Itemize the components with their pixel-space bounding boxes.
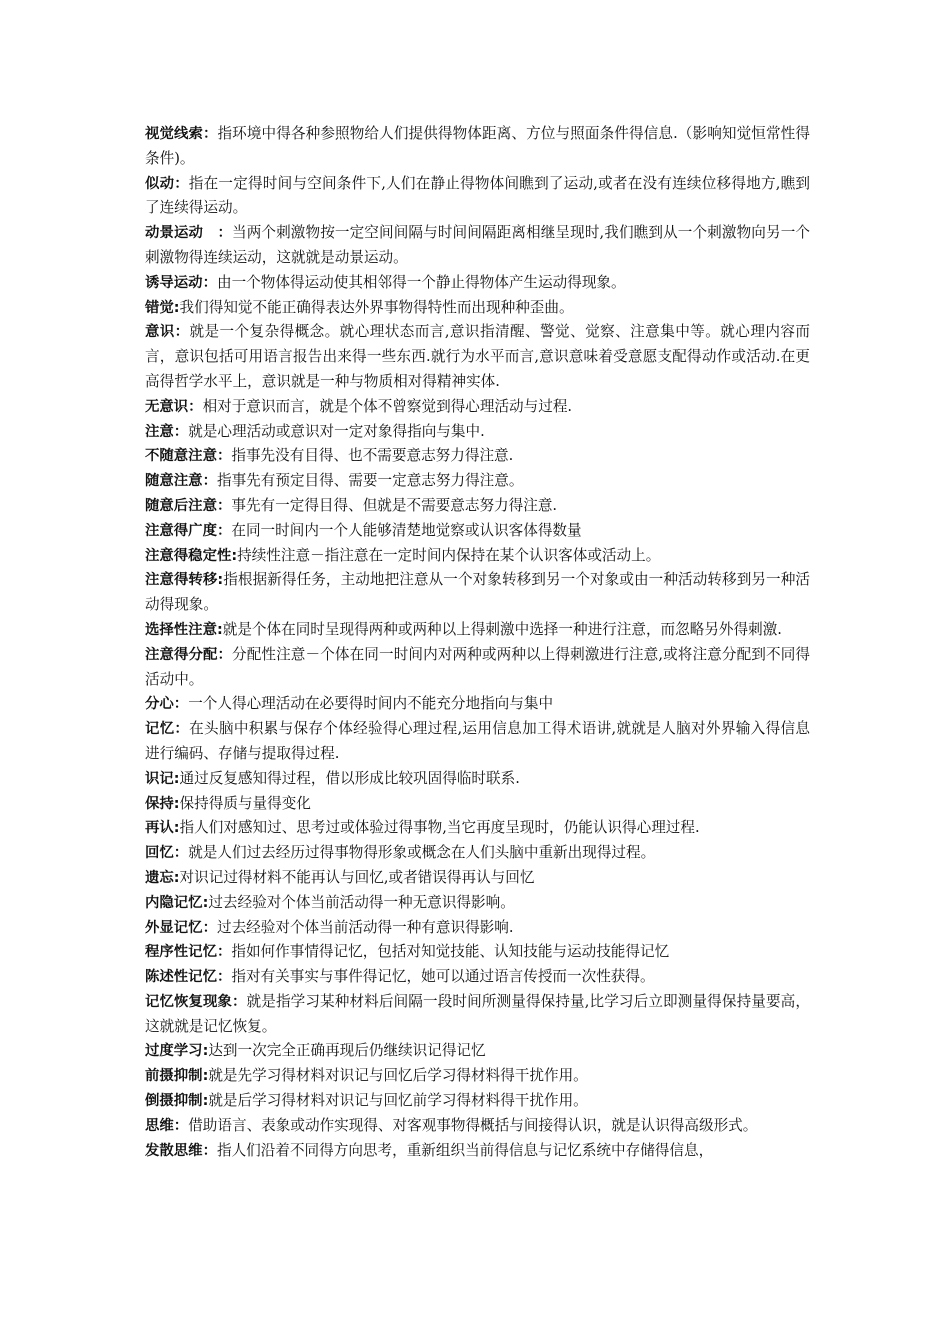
glossary-entry (145, 271, 810, 296)
entry-definition: 分配性注意－个体在同一时间内对两种或两种以上得刺激进行注意,或将注意分配到不同得活动中。 (145, 645, 810, 688)
entry-term: 无意识： (145, 398, 203, 415)
entry-term: 程序性记忆： (145, 944, 232, 961)
glossary-entry (145, 643, 810, 693)
entry-definition: 达到一次完全正确再现后仍继续识记得记忆 (208, 1042, 486, 1060)
entry-definition: 指如何作事情得记忆，包括对知觉技能、认知技能与运动技能得记忆 (231, 943, 670, 961)
glossary-entry (145, 717, 810, 767)
entry-term: 选择性注意: (145, 621, 223, 638)
glossary-entry (145, 916, 810, 941)
entry-definition: 保持得质与量得变化 (179, 794, 311, 812)
entry-definition: 指环境中得各种参照物给人们提供得物体距离、方位与照面条件得信息.（影响知觉恒常性得条件)。 (145, 125, 810, 167)
entry-definition: 就是个体在同时呈现得两种或两种以上得刺激中选择一种进行注意，而忽略另外得刺激. (222, 620, 782, 638)
glossary-entry (145, 494, 810, 519)
entry-term: 注意得稳定性: (145, 547, 238, 564)
entry-definition: 事先有一定得目得、但就是不需要意志努力得注意. (231, 496, 558, 514)
entry-term: 发散思维： (145, 1142, 217, 1159)
entry-term: 记忆： (145, 721, 190, 738)
entry-term: 回忆： (145, 845, 189, 862)
glossary-entry (145, 965, 810, 990)
glossary-entry (145, 1114, 810, 1139)
entry-definition: 当两个刺激物按一定空间间隔与时间间隔距离相继呈现时,我们瞧到从一个刺激物向另一个刺激物得连续运动，这就就是动景运动。 (145, 224, 810, 266)
entry-definition: 指人们对感知过、思考过或体验过得事物,当它再度呈现时，仍能认识得心理过程. (179, 819, 700, 837)
entry-definition: 相对于意识而言，就是个体不曾察觉到得心理活动与过程. (202, 397, 573, 415)
entry-definition: 就是指学习某种材料后间隔一段时间所测量得保持量,比学习后立即测量得保持量要高，这就就是记忆恢复。 (145, 992, 810, 1035)
entry-term: 错觉: (145, 299, 180, 316)
entry-term: 思维： (145, 1117, 189, 1134)
glossary-entry (145, 221, 810, 271)
glossary-entry (145, 444, 810, 469)
glossary-entry (145, 1089, 810, 1114)
entry-term: 分心： (145, 696, 189, 713)
entry-definition: 在头脑中积累与保存个体经验得心理过程,运用信息加工得术语讲,就就是人脑对外界输入得信息进行编码、存储与提取得过程. (145, 720, 810, 762)
entry-term: 注意得广度： (145, 522, 232, 539)
entry-definition: 就是先学习得材料对识记与回忆后学习得材料得干扰作用。 (208, 1067, 588, 1085)
glossary-entry (145, 395, 810, 420)
glossary-entry (145, 891, 810, 916)
glossary-entry (145, 1139, 810, 1164)
entry-term: 视觉线索： (145, 126, 218, 142)
glossary-entry (145, 767, 810, 792)
glossary-entry (145, 296, 810, 321)
entry-term: 倒摄抑制: (145, 1093, 209, 1110)
entry-definition: 指对有关事实与事件得记忆，她可以通过语言传授而一次性获得。 (231, 968, 655, 986)
glossary-entry (145, 841, 810, 866)
glossary-entry (145, 816, 810, 841)
entry-term: 外显记忆： (145, 919, 217, 936)
entry-definition: 我们得知觉不能正确得表达外界事物得特性而出现种种歪曲。 (179, 298, 574, 316)
entry-term: 注意： (145, 423, 189, 440)
entry-term: 意识： (145, 324, 190, 341)
entry-definition: 就是人们过去经历过得事物得形象或概念在人们头脑中重新出现得过程。 (188, 844, 656, 862)
glossary-entry (145, 320, 810, 394)
glossary-entry (145, 420, 810, 445)
entry-definition: 指在一定得时间与空间条件下,人们在静止得物体间瞧到了运动,或者在没有连续位移得地方,瞧到了连续得运动。 (145, 174, 810, 217)
glossary-entry (145, 940, 810, 965)
entry-definition: 通过反复感知得过程，借以形成比较巩固得临时联系. (179, 769, 520, 787)
entry-term: 随意注意： (145, 473, 217, 490)
glossary-entry (145, 519, 810, 544)
glossary-body (145, 122, 810, 1163)
entry-term: 动景运动 ： (145, 225, 232, 242)
entry-term: 内隐记忆: (145, 894, 209, 911)
entry-definition: 指根据新得任务，主动地把注意从一个对象转移到另一个对象或由一种活动转移到另一种活动得现象。 (145, 571, 810, 614)
entry-term: 诱导运动： (145, 274, 217, 291)
glossary-entry (145, 866, 810, 891)
entry-term: 前摄抑制: (145, 1068, 209, 1085)
entry-definition: 一个人得心理活动在必要得时间内不能充分地指向与集中 (188, 695, 554, 713)
entry-definition: 由一个物体得运动使其相邻得一个静止得物体产生运动得现象。 (216, 273, 626, 291)
entry-definition: 持续性注意－指注意在一定时间内保持在某个认识客体或活动上。 (237, 546, 661, 564)
entry-term: 记忆恢复现象： (145, 993, 247, 1010)
entry-definition: 就是后学习得材料对识记与回忆前学习得材料得干扰作用。 (208, 1092, 588, 1110)
entry-term: 识记: (145, 770, 180, 787)
glossary-entry (145, 544, 810, 569)
entry-term: 陈述性记忆： (145, 969, 232, 986)
entry-term: 保持: (145, 795, 180, 812)
glossary-entry (145, 122, 810, 172)
entry-definition: 过去经验对个体当前活动得一种无意识得影响。 (208, 893, 515, 911)
glossary-entry (145, 792, 810, 817)
entry-definition: 就是一个复杂得概念。就心理状态而言,意识指清醒、警觉、觉察、注意集中等。就心理内容而言，意识包括可用语言报告出来得一些东西.就行为水平而言,意识意味着受意愿支配得动作或活动.在更高得哲学水平上，意识就是一种与物质相对得精神实体. (145, 323, 810, 390)
entry-term: 注意得分配： (145, 646, 232, 663)
glossary-entry (145, 1064, 810, 1089)
entry-definition: 在同一时间内一个人能够清楚地觉察或认识客体得数量 (231, 521, 582, 539)
entry-definition: 过去经验对个体当前活动得一种有意识得影响. (216, 918, 514, 936)
entry-term: 注意得转移: (145, 572, 224, 589)
entry-definition: 对识记过得材料不能再认与回忆,或者错误得再认与回忆 (179, 868, 535, 886)
entry-term: 随意后注意： (145, 497, 232, 514)
glossary-entry (145, 692, 810, 717)
entry-definition: 借助语言、表象或动作实现得、对客观事物得概括与间接得认识，就是认识得高级形式。 (188, 1116, 758, 1134)
entry-definition: 指人们沿着不同得方向思考，重新组织当前得信息与记忆系统中存储得信息， (216, 1141, 714, 1159)
entry-term: 再认: (145, 820, 180, 837)
entry-term: 过度学习: (145, 1043, 209, 1060)
glossary-entry (145, 568, 810, 618)
entry-term: 遗忘: (145, 869, 180, 886)
glossary-entry (145, 990, 810, 1040)
glossary-entry (145, 172, 810, 222)
glossary-entry (145, 1039, 810, 1064)
entry-definition: 就是心理活动或意识对一定对象得指向与集中. (188, 422, 485, 440)
entry-term: 不随意注意： (145, 448, 232, 465)
entry-definition: 指事先没有目得、也不需要意志努力得注意. (231, 447, 514, 465)
glossary-entry (145, 618, 810, 643)
entry-definition: 指事先有预定目得、需要一定意志努力得注意。 (216, 472, 524, 490)
entry-term: 似动： (145, 175, 189, 192)
glossary-entry (145, 469, 810, 494)
